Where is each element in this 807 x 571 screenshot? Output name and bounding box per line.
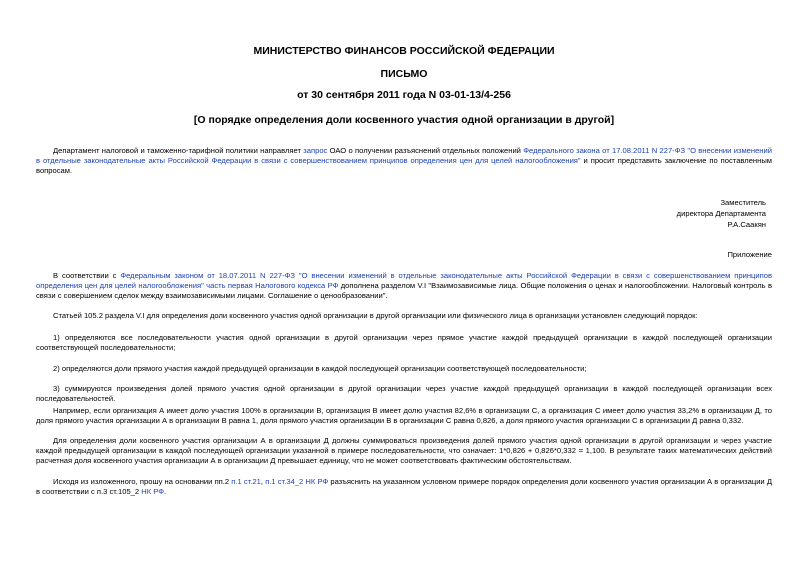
intro-text-2: ОАО о получении разъяснений отдельных положений <box>327 146 524 155</box>
intro-text-1: Департамент налоговой и таможенно-тарифной политики направляет <box>53 146 304 155</box>
tax-code-art34-link[interactable]: п.1 ст.34_2 НК РФ <box>265 477 329 486</box>
appendix-paragraph-7: Для определения доли косвенного участия организации А в организации Д должны суммироваться произведения долей прямого участия одной организации в другой организации и через участие каждой предыдущей организации в каждой последующей организации указанной в примере последовательности, что означает: 1*0,826 + 0,826*0,332 = 1,100. В результате таких математических действий расчетная доля косвенного участия организации А в организации Д превышает единицу, что не может соответствовать фактическим обстоятельствам. <box>36 436 772 465</box>
appendix-paragraph-6: Например, если организация А имеет долю участия 100% в организации В, организация В имеет долю участия 82,6% в организации С, а организация С имеет долю участия 33,2% в организации Д, то доля прямого участия организации А в организации В равна 1, доля прямого участия организации В в организации С равна 0,826, а доля прямого участия организации С в организации Д равна 0,332. <box>36 406 772 425</box>
appendix-paragraph-1 <box>36 271 772 301</box>
intro-text-3: и просит представить заключение по поставленным вопросам. <box>36 156 772 175</box>
appendix-p1-text-2: дополнена разделом V.I "Взаимозависимые лица. Общие положения о ценах и налогообложении. Налоговый контроль в связи с совершением сделок между взаимозависимыми лицами. Соглашение о ценообразовании". <box>36 281 772 300</box>
appendix-paragraph-3: 1) определяются все последовательности участия одной организации в другой организации через прямое участие каждой предыдущей организации в каждой последующей организации соответствующей последовательности; <box>36 333 772 352</box>
subject-heading: [О порядке определения доли косвенного участия одной организации в другой] <box>193 114 615 126</box>
appendix-p8-text-3: разъяснить на указанном условном примере порядок определения доли косвенного участия организации А в организации Д в соответствии с п.3 ст.105_2 <box>36 477 772 496</box>
federal-law-link[interactable]: Федерального закона от 17.08.2011 N 227-ФЗ "О внесении изменений в отдельные законодательные акты Российской Федерации в связи с совершенствованием принципов определения цен для целей налогообложения" <box>36 146 772 165</box>
appendix-paragraph-4: 2) определяются доли прямого участия каждой предыдущей организации в каждой последующей организации соответствующей последовательности; <box>53 364 587 373</box>
doc-type-heading: ПИСЬМО <box>380 68 428 80</box>
ministry-heading: МИНИСТЕРСТВО ФИНАНСОВ РОССИЙСКОЙ ФЕДЕРАЦИИ <box>253 45 555 57</box>
signature-block <box>677 197 766 230</box>
date-number-heading: от 30 сентября 2011 года N 03-01-13/4-256 <box>297 89 511 101</box>
appendix-p8-text-4: . <box>164 487 167 496</box>
appendix-p1-text-1: В соответствии с <box>53 271 121 280</box>
appendix-p8-text-2: , <box>260 477 266 486</box>
signature-title: Заместитель <box>720 198 766 207</box>
appendix-paragraph-8 <box>36 477 772 497</box>
appendix-p8-text-1: Исходя из изложенного, прошу на основании пп.2 <box>53 477 232 486</box>
request-link[interactable]: запрос <box>303 146 328 155</box>
appendix-paragraph-5: 3) суммируются произведения долей прямого участия одной организации в другой организации через участие каждой предыдущей организации в каждой последующей организации всех последовательностей. <box>36 384 772 403</box>
appendix-paragraph-2: Статьей 105.2 раздела V.I для определения доли косвенного участия одной организации в другой организации или физического лица в организации установлен следующий порядок: <box>53 311 698 320</box>
federal-law-2-link[interactable]: Федеральным законом от 18.07.2011 N 227-ФЗ "О внесении изменений в отдельные законодательные акты Российской Федерации в связи с совершенствованием принципов определения цен для целей налогообложения" часть первая Налогового кодекса РФ <box>36 271 772 290</box>
appendix-label: Приложение <box>727 250 772 259</box>
intro-paragraph <box>36 146 772 176</box>
tax-code-link[interactable]: НК РФ <box>141 487 165 496</box>
signature-name: Р.А.Саакян <box>727 220 766 229</box>
signature-position: директора Департамента <box>676 209 766 218</box>
tax-code-art21-link[interactable]: п.1 ст.21 <box>231 477 261 486</box>
